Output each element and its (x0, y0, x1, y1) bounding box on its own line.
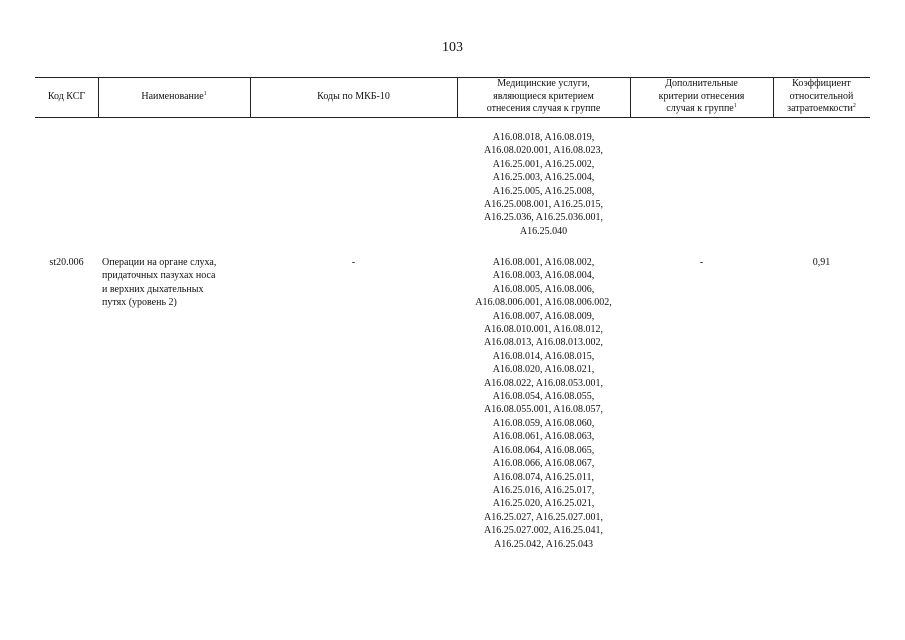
service-code-line: A16.08.066, A16.08.067, (492, 458, 595, 470)
service-code-line: A16.08.005, A16.08.006, (492, 283, 595, 295)
service-code-line: A16.08.001, A16.08.002, (492, 257, 595, 268)
service-code-line: A16.08.006.001, A16.08.006.002, (475, 297, 612, 309)
continuation-services-list (457, 131, 630, 238)
service-code-line: A16.08.054, A16.08.055, (492, 391, 595, 403)
header-coef-line: относительной (789, 90, 854, 102)
service-code-line: A16.25.005, A16.25.008, (492, 185, 595, 197)
header-additional-line: случая к группе (666, 103, 734, 115)
header-additional-line: Дополнительные (665, 78, 738, 90)
footnote-mark: 2 (852, 103, 856, 110)
service-code-line: A16.08.010.001, A16.08.012, (484, 324, 603, 336)
footnote-mark: 1 (203, 90, 207, 97)
row-name (102, 256, 252, 310)
row-additional-criteria: - (699, 257, 704, 268)
service-code-line: A16.08.020, A16.08.021, (492, 364, 595, 376)
service-code-line: A16.08.064, A16.08.065, (492, 444, 595, 456)
header-mkb-text: Коды по МКБ-10 (317, 90, 390, 102)
header-code-ksg (35, 77, 98, 117)
row-name-line: придаточных пазухах носа (102, 270, 216, 282)
service-code-line: A16.08.014, A16.08.015, (492, 350, 595, 362)
page-number: 103 (442, 40, 463, 55)
header-additional-line: критерии отнесения (658, 90, 745, 102)
header-name (98, 77, 250, 117)
row-mkb-codes: - (351, 257, 356, 268)
service-code-line: A16.08.018, A16.08.019, (492, 132, 595, 143)
header-additional-criteria (630, 77, 773, 117)
header-services-line: Медицинские услуги, (497, 78, 590, 90)
service-code-line: A16.08.020.001, A16.08.023, (484, 145, 603, 157)
header-services-line: отнесения случая к группе (486, 103, 601, 115)
header-coefficient (773, 77, 870, 117)
header-services (457, 77, 630, 117)
header-coef-line: Коэффициент (792, 78, 851, 90)
service-code-line: A16.25.020, A16.25.021, (492, 498, 595, 510)
service-code-line: A16.08.059, A16.08.060, (492, 417, 595, 429)
service-code-line: A16.25.016, A16.25.017, (492, 484, 595, 496)
service-code-line: A16.08.074, A16.25.011, (492, 471, 595, 483)
service-code-line: A16.25.001, A16.25.002, (492, 158, 595, 170)
service-code-line: A16.08.061, A16.08.063, (492, 431, 595, 443)
header-coef-line: затратоемкости (787, 103, 853, 115)
header-mkb (250, 77, 457, 117)
header-name-text: Наименование (141, 90, 204, 102)
service-code-line: A16.08.055.001, A16.08.057, (484, 404, 603, 416)
row-services-list (457, 256, 630, 551)
service-code-line: A16.25.003, A16.25.004, (492, 172, 595, 184)
row-coefficient: 0,91 (812, 257, 831, 268)
service-code-line: A16.25.027.002, A16.25.041, (484, 525, 603, 537)
footnote-mark: 1 (733, 103, 737, 110)
service-code-line: A16.25.040 (519, 225, 568, 237)
service-code-line: A16.08.003, A16.08.004, (492, 270, 595, 282)
header-code-ksg-text: Код КСГ (47, 90, 86, 102)
service-code-line: A16.25.042, A16.25.043 (494, 538, 593, 550)
service-code-line: A16.08.022, A16.08.053.001, (484, 377, 603, 389)
row-name-line: и верхних дыхательных (102, 283, 204, 295)
row-name-line: Операции на органе слуха, (102, 257, 217, 268)
service-code-line: A16.25.036, A16.25.036.001, (484, 212, 603, 224)
row-name-line: путях (уровень 2) (102, 297, 177, 309)
header-services-line: являющиеся критерием (493, 90, 594, 102)
row-code: st20.006 (49, 257, 84, 268)
service-code-line: A16.25.027, A16.25.027.001, (484, 511, 603, 523)
table-header-bottom-border (35, 117, 870, 118)
service-code-line: A16.08.007, A16.08.009, (492, 310, 595, 322)
service-code-line: A16.08.013, A16.08.013.002, (484, 337, 603, 349)
service-code-line: A16.25.008.001, A16.25.015, (484, 199, 603, 211)
